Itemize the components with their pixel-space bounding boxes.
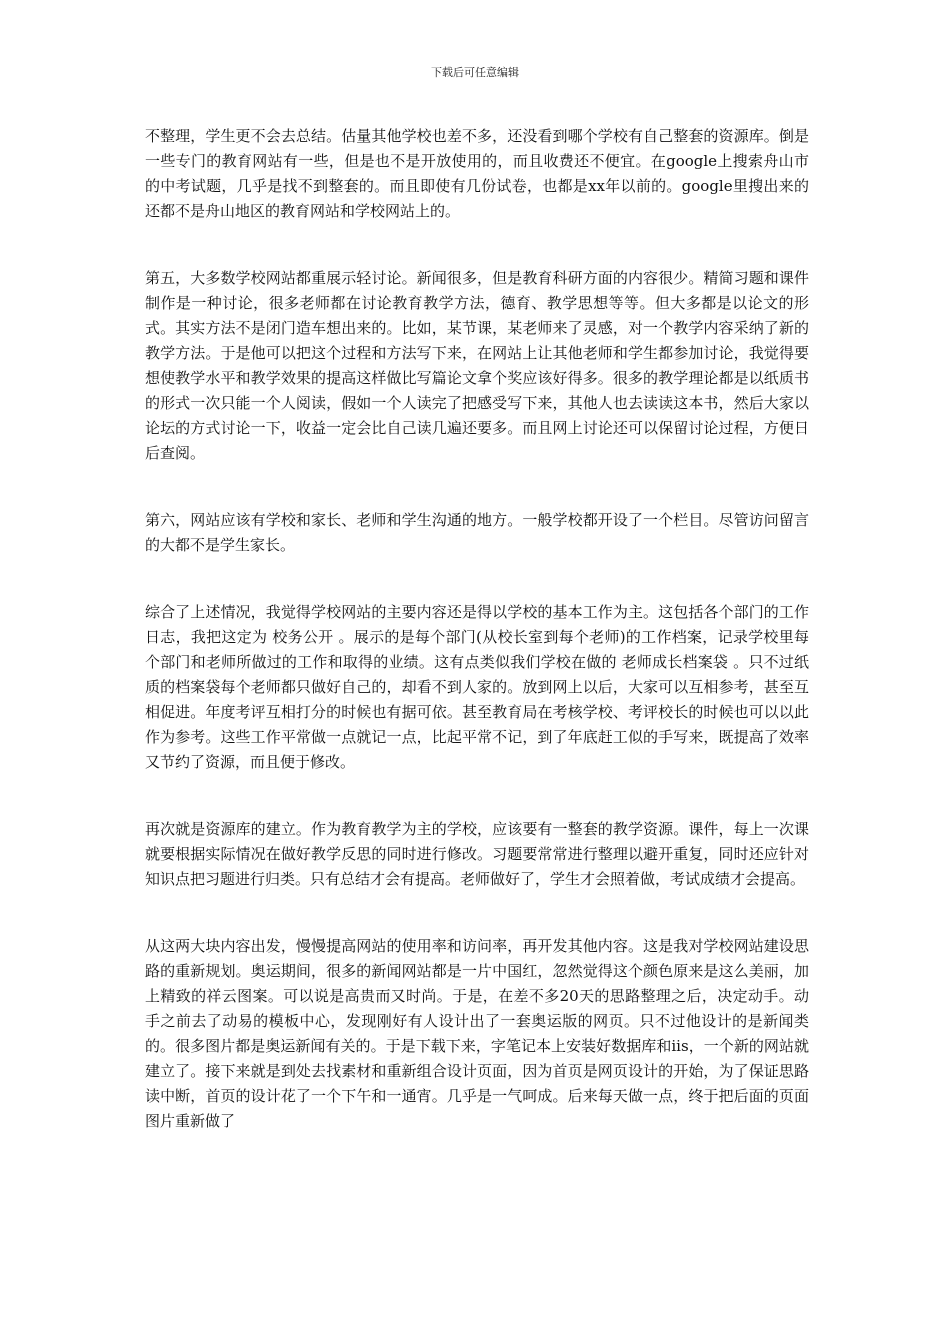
paragraph-5: 再次就是资源库的建立。作为教育教学为主的学校，应该要有一整套的教学资源。课件，每上一次课就要根据实际情况在做好教学反思的同时进行修改。习题要常常进行整理以避开重复，同时还应针对知识点把习题进行归类。只有总结才会有提高。老师做好了，学生才会照着做，考试成绩才会提高。	[145, 820, 809, 888]
paragraph-4: 综合了上述情况，我觉得学校网站的主要内容还是得以学校的基本工作为主。这包括各个部门的工作日志，我把这定为 校务公开 。展示的是每个部门(从校长室到每个老师)的工作档案，记录学校里每个部门和老师所做过的工作和取得的业绩。这有点类似我们学校在做的 老师成长档案袋 。只不过纸质的档案袋每个老师都只做好自己的，却看不到人家的。放到网上以后，大家可以互相参考，甚至互相促进。年度考评互相打分的时候也有据可依。甚至教育局在考核学校、考评校长的时候也可以以此作为参考。这些工作平常做一点就记一点，比起平常不记，到了年底赶工似的手写来，既提高了效率又节约了资源，而且便于修改。	[145, 603, 809, 771]
paragraph-1: 不整理，学生更不会去总结。估量其他学校也差不多，还没看到哪个学校有自己整套的资源库。倒是一些专门的教育网站有一些，但是也不是开放使用的，而且收费还不便宜。在google上搜索舟山市的中考试题，几乎是找不到整套的。而且即使有几份试卷，也都是xx年以前的。google里搜出来的还都不是舟山地区的教育网站和学校网站上的。	[145, 127, 809, 220]
page-header: 下载后可任意编辑	[431, 66, 519, 79]
paragraph-2: 第五，大多数学校网站都重展示轻讨论。新闻很多，但是教育科研方面的内容很少。精简习题和课件制作是一种讨论，很多老师都在讨论教育教学方法，德育、教学思想等等。但大多都是以论文的形式。其实方法不是闭门造车想出来的。比如，某节课，某老师来了灵感，对一个教学内容采纳了新的教学方法。于是他可以把这个过程和方法写下来，在网站上让其他老师和学生都参加讨论，我觉得要想使教学水平和教学效果的提高这样做比写篇论文拿个奖应该好得多。很多的教学理论都是以纸质书的形式一次只能一个人阅读，假如一个人读完了把感受写下来，其他人也去读读这本书，然后大家以论坛的方式讨论一下，收益一定会比自己读几遍还要多。而且网上讨论还可以保留讨论过程，方便日后查阅。	[145, 269, 809, 462]
paragraph-3: 第六，网站应该有学校和家长、老师和学生沟通的地方。一般学校都开设了一个栏目。尽管访问留言的大都不是学生家长。	[145, 511, 809, 554]
document-body	[145, 124, 809, 1134]
paragraph-6: 从这两大块内容出发，慢慢提高网站的使用率和访问率，再开发其他内容。这是我对学校网站建设思路的重新规划。奥运期间，很多的新闻网站都是一片中国红，忽然觉得这个颜色原来是这么美丽，加上精致的祥云图案。可以说是高贵而又时尚。于是，在差不多20天的思路整理之后，决定动手。动手之前去了动易的模板中心，发现刚好有人设计出了一套奥运版的网页。只不过他设计的是新闻类的。很多图片都是奥运新闻有关的。于是下载下来，字笔记本上安装好数据库和iis，一个新的网站就建立了。接下来就是到处去找素材和重新组合设计页面，因为首页是网页设计的开始，为了保证思路读中断，首页的设计花了一个下午和一通宵。几乎是一气呵成。后来每天做一点，终于把后面的页面图片重新做了	[145, 937, 809, 1130]
